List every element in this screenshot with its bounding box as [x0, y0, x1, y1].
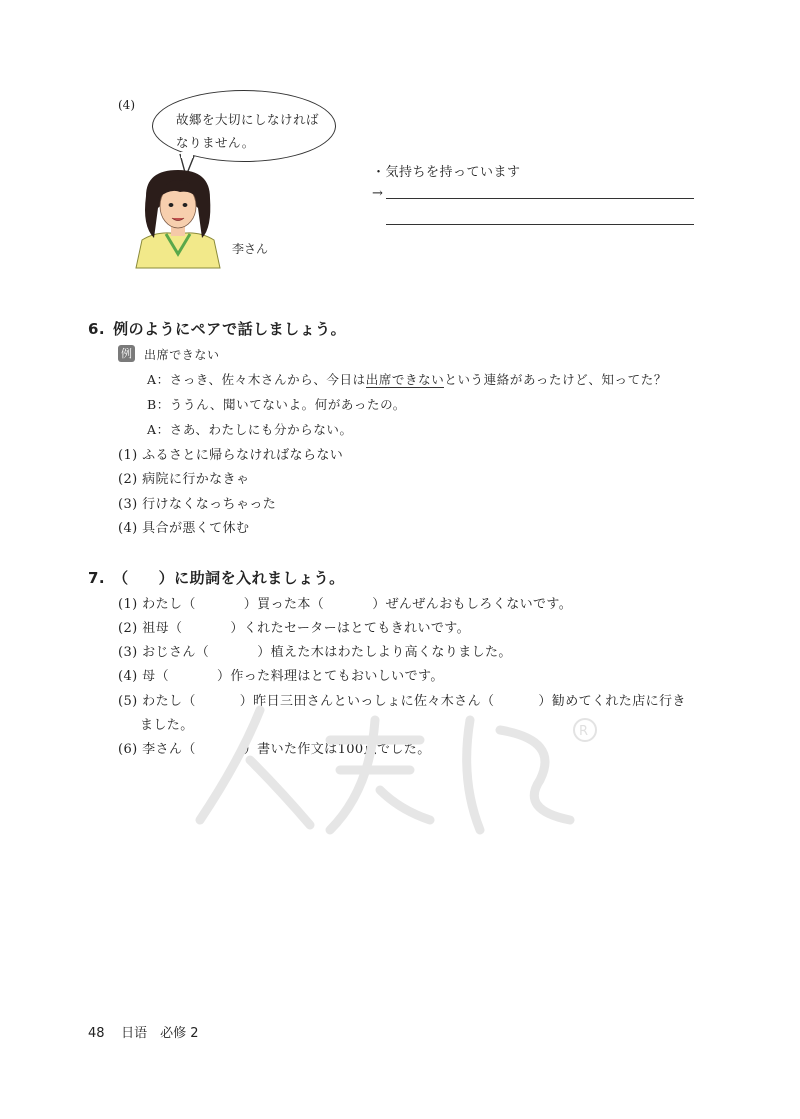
section-6-heading: 例のようにペアで話しましょう。 [113, 320, 347, 338]
question-number: (2) [118, 621, 138, 636]
speaker-label: 李さん [232, 242, 269, 256]
answer-line-2 [386, 224, 694, 225]
section-7-heading: ）に助詞を入れましょう。 [158, 569, 345, 587]
question-3 [118, 641, 512, 660]
svg-text:R: R [579, 724, 589, 739]
dialog-a1-pre: A：さっき、佐々木さんから、今日は [147, 372, 366, 387]
question-text: おじさん（ [142, 645, 210, 660]
section-7-paren-open: （ [113, 569, 129, 587]
question-text: 祖母（ [142, 621, 183, 636]
girl-illustration [128, 168, 228, 270]
question-number: (4) [118, 669, 138, 684]
section-6-title [88, 318, 346, 339]
question-text: ）植えた木はわたしより高くなりました。 [257, 645, 512, 660]
book-title: 日语 必修 2 [121, 1026, 199, 1041]
arrow-icon: → [372, 186, 383, 201]
question-text: ）買った本（ [243, 597, 325, 612]
section-6-number: 6. [88, 320, 106, 338]
question-number: (3) [118, 645, 138, 660]
page-number: 48 [88, 1026, 105, 1041]
item-number-4: (4) [118, 98, 135, 112]
answer-line-1 [386, 198, 694, 199]
question-5-continued: ました。 [140, 718, 194, 733]
dialog-a1-post: という連絡があったけど、知ってた？ [444, 372, 667, 387]
question-text: ）昨日三田さんといっしょに佐々木さん（ [239, 694, 495, 709]
prompt-text: ・気持ちを持っています [372, 165, 521, 180]
question-text: ）作った料理はとてもおいしいです。 [216, 669, 444, 684]
dialog-line-a2: A：さあ、わたしにも分からない。 [147, 422, 353, 437]
dialog-a1-underlined: 出席できない [365, 372, 445, 387]
section-7-number: 7. [88, 569, 106, 587]
dialog-line-b1: B：ううん、聞いてないよ。何があったの。 [147, 397, 406, 412]
list-item: (1) ふるさとに帰らなければならない [118, 448, 344, 463]
list-item: (4) 具合が悪くて休む [118, 521, 250, 536]
example-item: 出席できない [144, 348, 220, 362]
question-text: ）くれたセーターはとてもきれいです。 [230, 621, 471, 636]
question-text: ）勧めてくれた店に行き [538, 694, 686, 709]
question-text: 李さん（ [142, 742, 196, 757]
page-footer [88, 1022, 198, 1041]
question-text: わたし（ [142, 694, 196, 709]
question-text: ）ぜんぜんおもしろくないです。 [372, 597, 573, 612]
list-item: (3) 行けなくなっちゃった [118, 497, 277, 512]
question-number: (6) [118, 742, 138, 757]
question-4 [118, 665, 444, 684]
publisher-watermark [180, 700, 600, 840]
question-1 [118, 593, 572, 612]
example-badge: 例 [118, 345, 135, 362]
question-number: (5) [118, 694, 138, 709]
question-2 [118, 617, 470, 636]
question-text: わたし（ [142, 597, 196, 612]
list-item: (2) 病院に行かなきゃ [118, 472, 250, 487]
dialog-line-a1 [147, 370, 667, 388]
question-text: 母（ [142, 669, 169, 684]
section-7-title [88, 567, 345, 588]
question-number: (1) [118, 597, 138, 612]
question-text: ）書いた作文は100点でした。 [243, 742, 431, 757]
speech-bubble-text: 故郷を大切にしなければなりません。 [176, 112, 320, 150]
